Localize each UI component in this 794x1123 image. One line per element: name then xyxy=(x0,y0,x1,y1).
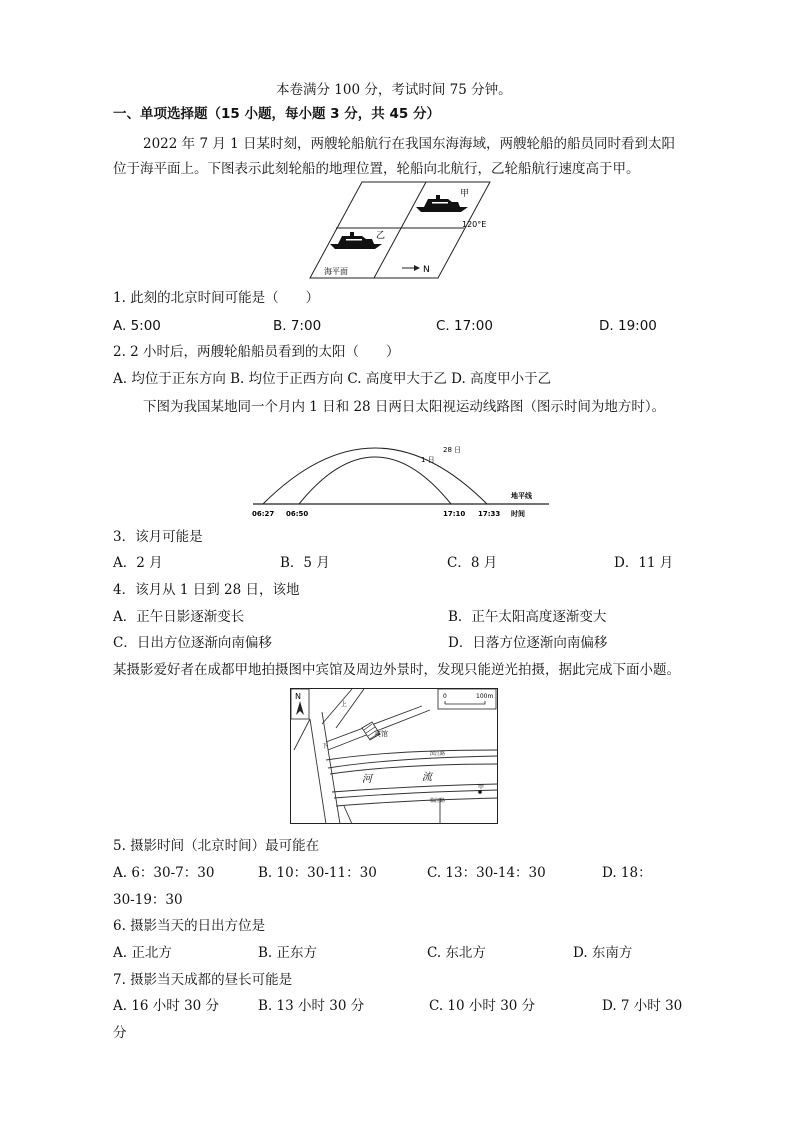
tick-1710: 17:10 xyxy=(443,510,466,518)
q3-option-c: C．8 月 xyxy=(447,555,498,571)
river-liu-label: 流 xyxy=(422,772,432,783)
sun-path-28 xyxy=(263,448,487,504)
passage3-line1: 某摄影爱好者在成都甲地拍摄图中宾馆及周边外景时，发现只能逆光拍摄，据此完成下面小题。 xyxy=(113,662,680,678)
q5-option-b: B. 10：30-11：30 xyxy=(258,865,377,881)
tick-1733: 17:33 xyxy=(478,510,501,518)
q4-option-c: C．日出方位逐渐向南偏移 xyxy=(113,635,272,651)
q1-option-b: B. 7:00 xyxy=(273,318,322,334)
q6-option-d: D. 东南方 xyxy=(573,945,633,961)
tick-0650: 06:50 xyxy=(286,510,309,518)
road-shang-label: 上 xyxy=(341,701,348,708)
q5-option-a: A. 6：30-7：30 xyxy=(113,865,215,881)
point-jia-label: 甲 xyxy=(478,784,485,791)
passage1-line2: 位于海平面上。下图表示此刻轮船的地理位置，轮船向北航行，乙轮船航行速度高于甲。 xyxy=(113,161,640,177)
passage2-line1: 下图为我国某地同一个月内 1 日和 28 日两日太阳视运动线路图（图示时间为地方时）。 xyxy=(143,399,666,415)
meridian-label: 120°E xyxy=(462,220,487,229)
road-xia-label: 下 xyxy=(322,743,329,750)
q6-option-a: A. 正北方 xyxy=(113,945,172,961)
q7-option-c: C. 10 小时 30 分 xyxy=(429,998,536,1014)
q7-option-b: B. 13 小时 30 分 xyxy=(258,998,365,1014)
road-linjiang-label: 临江路 xyxy=(430,798,446,804)
label-1: 1 日 xyxy=(421,456,435,464)
river-he-label: 河 xyxy=(362,774,372,785)
q7-stem: 7. 摄影当天成都的昼长可能是 xyxy=(113,972,293,988)
q5-option-d: D. 18： xyxy=(602,865,652,881)
tick-0627: 06:27 xyxy=(252,510,275,518)
road-binjiang-label: 滨江路 xyxy=(430,751,446,757)
horizon-label: 地平线 xyxy=(511,492,532,500)
q1-option-d: D. 19:00 xyxy=(599,318,657,334)
map-north-label: N xyxy=(295,692,301,701)
q5-option-c: C. 13：30-14：30 xyxy=(427,865,546,881)
ship-b-icon xyxy=(330,232,382,249)
ships-position-figure xyxy=(300,180,500,282)
sea-level-label: 海平面 xyxy=(324,267,348,276)
sun-path-1 xyxy=(299,457,451,504)
q5-stem: 5. 摄影时间（北京时间）最可能在 xyxy=(113,838,320,854)
q1-stem: 1. 此刻的北京时间可能是（ ） xyxy=(113,290,320,306)
q3-option-b: B．5 月 xyxy=(280,555,330,571)
section-title: 一、单项选择题（15 小题，每小题 3 分，共 45 分） xyxy=(113,106,440,122)
q3-option-d: D．11 月 xyxy=(614,555,674,571)
exam-header-note: 本卷满分 100 分，考试时间 75 分钟。 xyxy=(276,82,512,98)
q4-option-a: A．正午日影逐渐变长 xyxy=(113,609,245,625)
time-axis-label: 时间 xyxy=(511,510,525,518)
north-label: N xyxy=(423,265,430,275)
q7-option-d-continued: 分 xyxy=(113,1025,127,1041)
q7-option-a: A. 16 小时 30 分 xyxy=(113,998,220,1014)
hotel-map-figure xyxy=(290,688,498,824)
q3-option-a: A．2 月 xyxy=(113,555,163,571)
label-28: 28 日 xyxy=(443,446,462,454)
q2-options: A. 均位于正东方向 B. 均位于正西方向 C. 高度甲大于乙 D. 高度甲小于乙 xyxy=(113,371,552,387)
q7-option-d: D. 7 小时 30 xyxy=(602,998,683,1014)
scale-zero: 0 xyxy=(443,693,447,700)
q4-stem: 4．该月从 1 日到 28 日，该地 xyxy=(113,582,300,598)
hotel-label: 宾馆 xyxy=(374,730,388,738)
q6-option-b: B. 正东方 xyxy=(258,945,318,961)
ship-b-label: 乙 xyxy=(376,231,386,241)
meridian-line xyxy=(374,182,426,278)
passage1-line1: 2022 年 7 月 1 日某时刻，两艘轮船航行在我国东海海域，两艘轮船的船员同时看到太阳 xyxy=(143,136,675,152)
scale-100m: 100m xyxy=(476,693,494,700)
q6-option-c: C. 东北方 xyxy=(427,945,486,961)
ship-a-label: 甲 xyxy=(460,189,470,199)
q2-stem: 2. 2 小时后，两艘轮船船员看到的太阳（ ） xyxy=(113,344,400,360)
sun-path-figure xyxy=(243,418,553,522)
q4-option-d: D．日落方位逐渐向南偏移 xyxy=(448,635,608,651)
q1-option-c: C. 17:00 xyxy=(436,318,493,334)
q6-stem: 6. 摄影当天的日出方位是 xyxy=(113,918,266,934)
q4-option-b: B．正午太阳高度逐渐变大 xyxy=(448,609,607,625)
q5-option-d-continued: 30-19：30 xyxy=(113,892,183,908)
q3-stem: 3．该月可能是 xyxy=(113,529,203,545)
q1-option-a: A. 5:00 xyxy=(113,318,161,334)
